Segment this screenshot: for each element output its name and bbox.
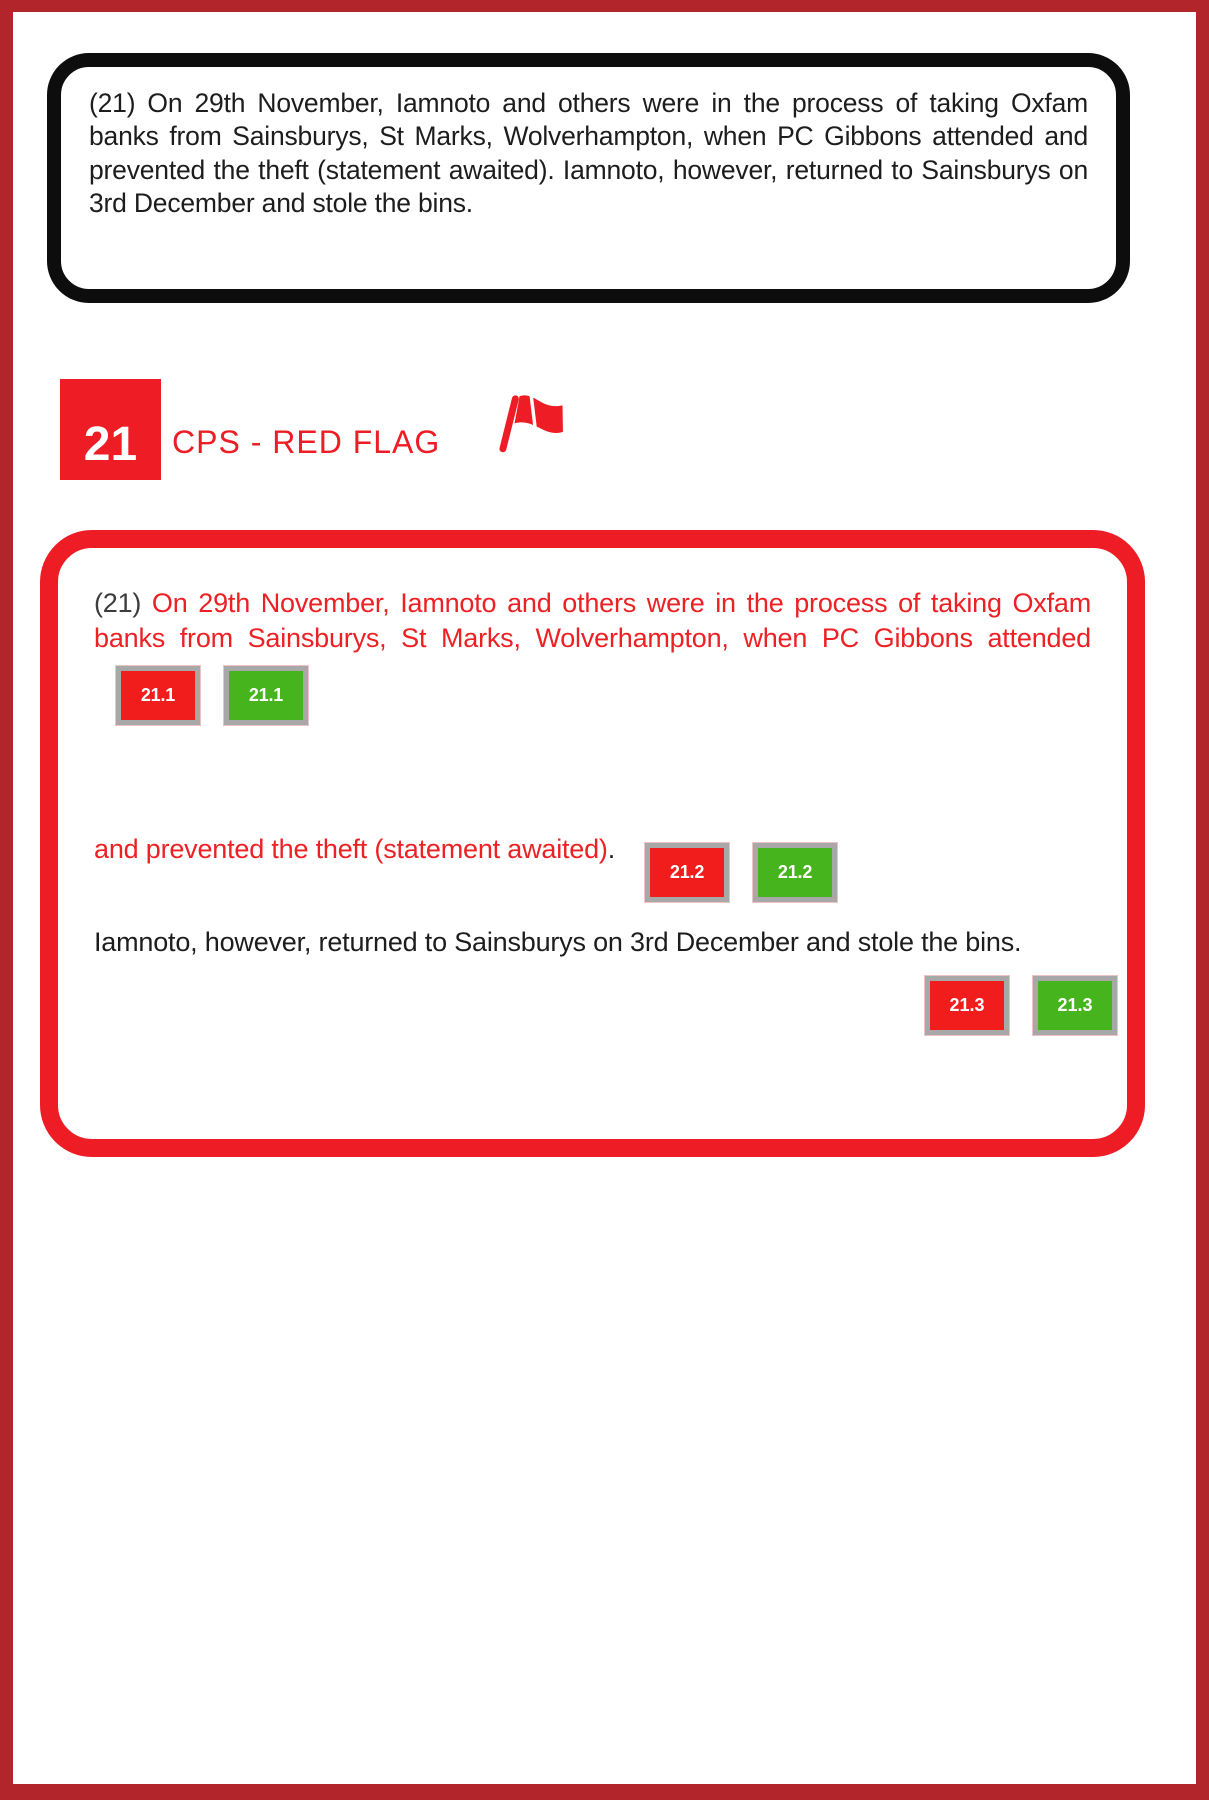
badge-label: 21.2 bbox=[669, 862, 705, 882]
section-number: 21 bbox=[83, 418, 138, 471]
badge-label: 21.2 bbox=[777, 862, 813, 882]
badge-label: 21.3 bbox=[1057, 995, 1093, 1015]
evidence-badge-21.1-green[interactable] bbox=[224, 666, 308, 725]
evidence-badge-21.2-green[interactable] bbox=[753, 843, 837, 902]
red-flag-icon bbox=[487, 386, 573, 472]
badge-label: 21.1 bbox=[140, 685, 176, 706]
red-note-paragraph-1 bbox=[94, 586, 1091, 725]
page-border-top bbox=[0, 0, 1209, 12]
badge-label: 21.3 bbox=[949, 995, 985, 1015]
evidence-badge-21.1-red[interactable] bbox=[116, 666, 200, 725]
badge-label: 21.1 bbox=[248, 685, 284, 706]
red-note-body-2-period: . bbox=[607, 834, 616, 864]
evidence-badge-row-21.3 bbox=[925, 976, 1117, 1035]
section-number-badge bbox=[60, 379, 161, 480]
page-border-left bbox=[0, 0, 13, 1800]
evidence-badge-21.2-red[interactable] bbox=[645, 843, 729, 902]
evidence-badge-21.3-green[interactable] bbox=[1033, 976, 1117, 1035]
red-note-paragraph-2 bbox=[94, 832, 1091, 902]
evidence-badge-21.3-red[interactable] bbox=[925, 976, 1009, 1035]
red-note-paragraph-3: Iamnoto, however, returned to Sainsburys on 3rd December and stole the bins. bbox=[94, 927, 1022, 957]
red-note-body-1: On 29th November, Iamnoto and others were in the process of taking Oxfam banks from Sainsburys, St Marks, Wolverhampton, when PC Gibbons attended bbox=[94, 588, 1091, 653]
red-note-ref: (21) bbox=[94, 588, 142, 618]
page-border-right bbox=[1196, 0, 1209, 1800]
page-border-bottom bbox=[0, 1784, 1209, 1800]
section-title: CPS - RED FLAG bbox=[172, 424, 441, 460]
top-note-box bbox=[47, 53, 1130, 303]
red-note-body-2: and prevented the theft (statement awaited) bbox=[94, 834, 608, 864]
red-note-box bbox=[40, 530, 1145, 1157]
top-note-text: (21) On 29th November, Iamnoto and others were in the process of taking Oxfam banks from Sainsburys, St Marks, Wolverhampton, when PC Gibbons attended and prevented the theft (statement awaited). Iamnoto, however, returned to Sainsburys on 3rd December and stole the bins. bbox=[89, 88, 1088, 219]
